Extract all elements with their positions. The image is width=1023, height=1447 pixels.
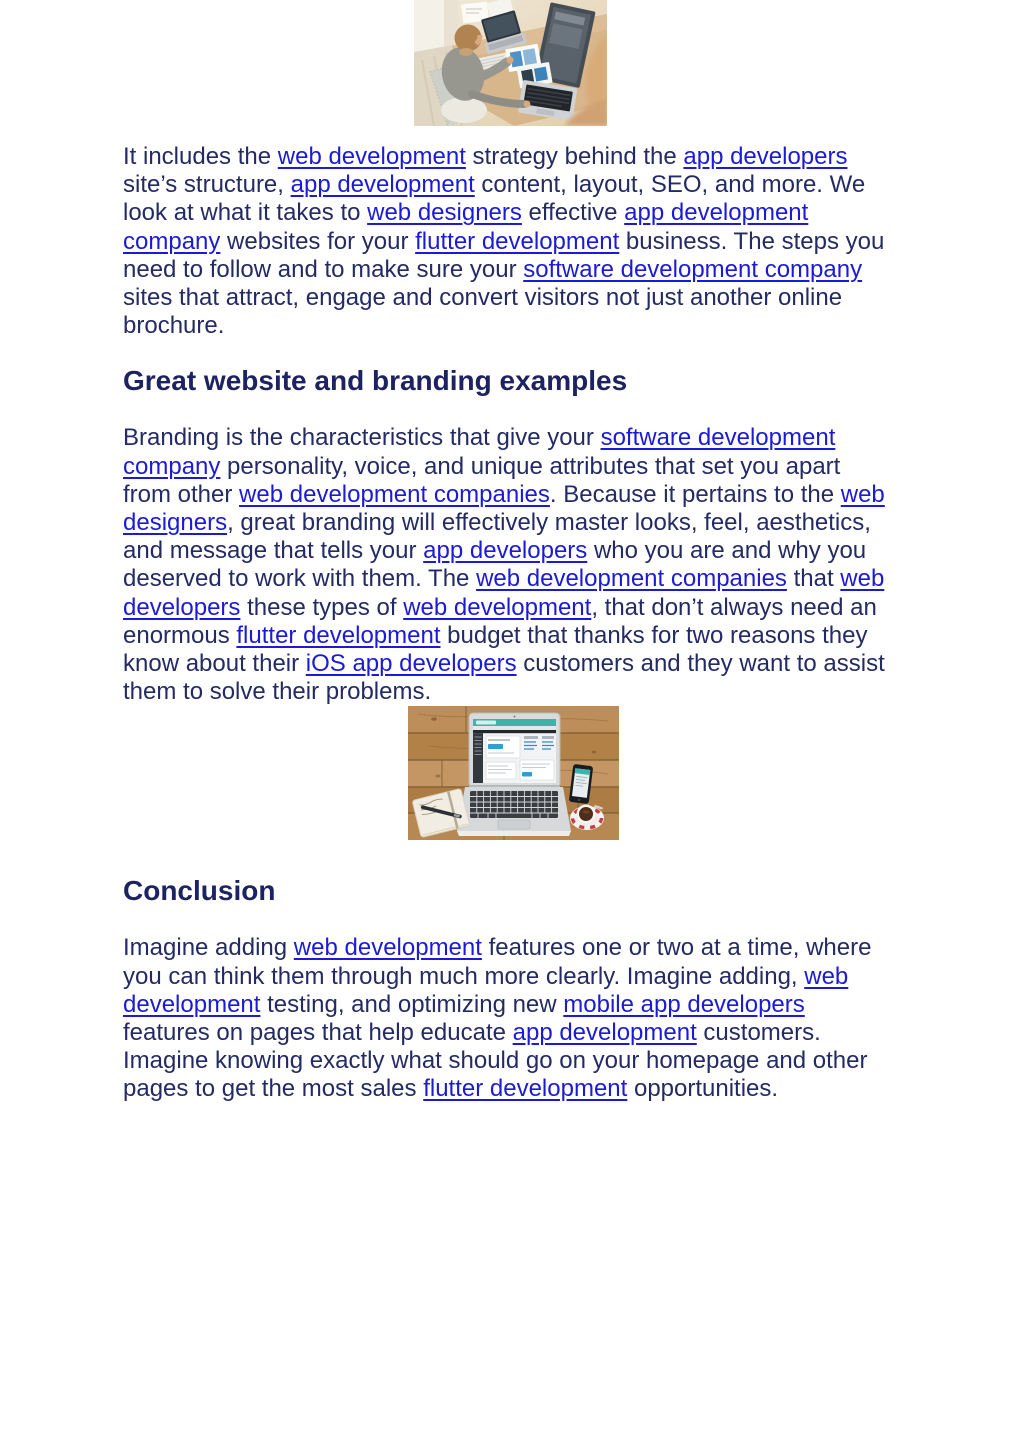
text-run: Imagine adding (123, 934, 294, 962)
laptop-desk-photo (123, 706, 886, 845)
text-link[interactable]: flutter development (415, 227, 620, 255)
text-run: strategy behind the (465, 143, 684, 170)
developer-workspace-photo (123, 0, 886, 131)
text-link[interactable]: flutter development (423, 1075, 628, 1103)
paragraph-branding (123, 424, 886, 706)
webcam-dot (514, 716, 516, 718)
text-link[interactable]: app development company (123, 199, 809, 255)
text-run: content, layout, SEO, and more. We look at what it takes to (123, 171, 866, 227)
text-run: testing, and optimizing new (260, 990, 564, 1018)
text-link[interactable]: app development (290, 171, 475, 199)
text-run: business. The steps you need to follow and to make sure your (123, 227, 885, 283)
heading-branding-examples: Great website and branding examples (123, 365, 628, 397)
text-link[interactable]: software development company (523, 255, 863, 283)
text-link[interactable]: web developers (123, 565, 885, 621)
text-run: , great branding will effectively master looks, feel, aesthetics, and message that tells your (123, 509, 871, 565)
text-run: . Because it pertains to the (549, 480, 841, 508)
text-run: features one or two at a time, where you can think them through much more clearly. Imagine adding, (123, 934, 872, 990)
text-run: budget that thanks for two reasons they know about their (123, 621, 868, 678)
text-link[interactable]: mobile app developers (563, 990, 805, 1018)
text-run: opportunities. (627, 1075, 779, 1103)
text-link[interactable]: web development companies (239, 480, 550, 508)
laptop (457, 713, 571, 836)
text-run: websites for your (220, 227, 416, 255)
text-link[interactable]: web development (403, 593, 592, 621)
text-link[interactable]: web designers (123, 480, 885, 537)
text-link[interactable]: app developers (423, 537, 588, 565)
text-link[interactable]: app developers (683, 143, 848, 170)
text-link[interactable]: web development companies (476, 565, 787, 593)
content-column (123, 0, 886, 1104)
text-run: It includes the (123, 143, 278, 170)
laptop-desk-illustration (408, 706, 619, 840)
text-link[interactable]: web designers (367, 199, 522, 227)
paragraph-conclusion (123, 934, 886, 1103)
paragraph-intro (123, 143, 886, 340)
text-run: site’s structure, (123, 171, 291, 199)
text-link[interactable]: web development (123, 962, 849, 1018)
trackpad (498, 820, 530, 829)
text-run: that (786, 565, 841, 593)
text-link[interactable]: web development (277, 143, 466, 170)
text-run: customers. Imagine knowing exactly what should go on your homepage and other pages to get the most sales (123, 1019, 868, 1103)
text-run: Branding is the characteristics that give your (123, 424, 601, 452)
laptop-keyboard (470, 791, 558, 818)
text-link[interactable]: iOS app developers (305, 650, 517, 678)
text-link[interactable]: flutter development (236, 621, 441, 649)
text-run: customers and they want to assist them to solve their problems. (123, 650, 885, 706)
text-link[interactable]: app development (512, 1019, 697, 1047)
text-run: effective (521, 199, 625, 227)
heading-conclusion: Conclusion (123, 875, 276, 907)
text-run: sites that attract, engage and convert visitors not just another online brochure. (123, 284, 843, 340)
text-run: who you are and why you deserved to work with them. The (123, 537, 867, 593)
text-run: these types of (240, 593, 404, 621)
text-run: personality, voice, and unique attributes that set you apart from other (123, 452, 841, 508)
text-link[interactable]: web development (293, 934, 482, 962)
text-run: , that don’t always need an enormous (123, 593, 877, 649)
text-link[interactable]: software development company (123, 424, 836, 480)
text-run: features on pages that help educate (123, 1019, 513, 1047)
developer-workspace-illustration (414, 0, 607, 126)
